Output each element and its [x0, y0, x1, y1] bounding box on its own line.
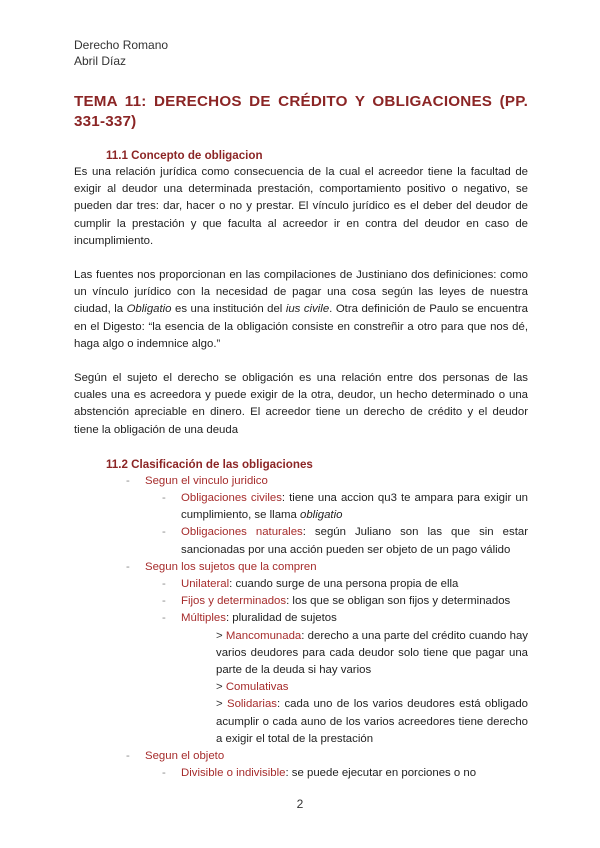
page-number: 2 — [296, 797, 304, 811]
section-heading-clasificacion: 11.2 Clasificación de las obligaciones — [106, 457, 313, 471]
list-item-sujetos: - Segun los sujetos que la compren — [74, 559, 528, 576]
page-header — [74, 37, 168, 69]
list-item-unilateral: - Unilateral: cuando surge de una persona propia de ella — [74, 576, 528, 593]
dash-bullet: - — [162, 612, 166, 625]
document-body — [74, 147, 528, 783]
section-heading-concepto: 11.1 Concepto de obligacion — [106, 149, 263, 162]
list-item-civiles: - Obligaciones civiles: tiene una accion qu3 te ampara para exigir un cumplimiento, se llama obligatio — [162, 492, 529, 522]
list-item-vinculo: - Segun el vinculo juridico — [74, 473, 528, 490]
document-title: TEMA 11: DERECHOS DE CRÉDITO Y OBLIGACIONES (PP. 331-337) — [74, 93, 528, 130]
dash-bullet: - — [126, 474, 130, 487]
header-author: Abril Díaz — [74, 54, 127, 68]
list-item-solidarias: > Solidarias: cada uno de los varios deudores está obligado acumplir o cada auno de los varios acreedores tiene derecho a exigir el total de la prestación — [216, 698, 528, 745]
paragraph-definicion: Es una relación jurídica como consecuencia de la cual el acreedor tiene la facultad de exigir al deudor una determinada prestación, comportamiento positivo o negativo, se pueden dar tres: dar, hacer o no y prestar. El vínculo jurídico es el deber del deudor de cumplir la prestación y que faculta al acreedor ir en contra del deudor en caso de incumplimiento. — [74, 166, 528, 247]
list-item-fijos: - Fijos y determinados: los que se obligan son fijos y determinados — [74, 593, 528, 610]
dash-bullet: - — [162, 526, 166, 539]
paragraph-fuentes: Las fuentes nos proporcionan en las compilaciones de Justiniano dos definiciones: como un vínculo jurídico con la necesidad de pagar una cosa según las leyes de nuestra ciudad, la Obligatio es una institución del ius civile. Otra definición de Paulo se encuentra en el Digesto: “la esencia de la obligación consiste en constreñir a otro para que nos dé, haga algo o indemnice algo.” — [74, 269, 528, 350]
dash-bullet: - — [162, 767, 166, 780]
list-item-naturales: - Obligaciones naturales: según Juliano son las que sin estar sancionadas por una acción pueden ser objeto de un pago válido — [162, 526, 528, 556]
list-item-divisible: - Divisible o indivisible: se puede ejecutar en porciones o no — [74, 765, 528, 782]
dash-bullet: - — [162, 578, 166, 591]
dash-bullet: - — [162, 595, 166, 608]
header-course: Derecho Romano — [74, 38, 169, 52]
dash-bullet: - — [126, 750, 130, 763]
list-item-comulativas: > Comulativas — [216, 681, 289, 694]
dash-bullet: - — [162, 492, 166, 505]
list-item-objeto: - Segun el objeto — [74, 748, 528, 765]
paragraph-sujeto: Según el sujeto el derecho se obligación es una relación entre dos personas de las cuales una es acreedora y puede exigir de la otra, deudor, un hecho determinado o una abstención apreciable en dinero. El acreedor tiene un derecho de crédito y el deudor tiene la obligación de una deuda — [74, 372, 528, 436]
dash-bullet: - — [126, 560, 130, 573]
list-item-multiples: - Múltiples: pluralidad de sujetos — [74, 610, 528, 627]
list-item-mancomunada: > Mancomunada: derecho a una parte del crédito cuando hay varios deudores para cada deudor solo tiene que pagar una parte de la deuda si hay varios — [216, 629, 528, 677]
